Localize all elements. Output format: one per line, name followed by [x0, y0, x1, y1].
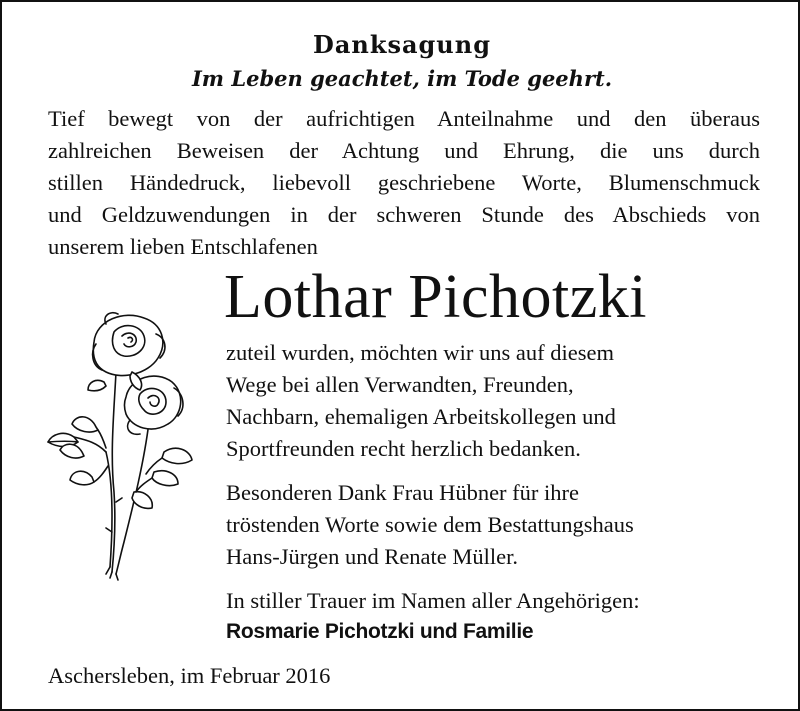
body-line: Hans-Jürgen und Renate Müller.: [226, 544, 519, 569]
body-line: Nachbarn, ehemaligen Arbeitskollegen und: [226, 404, 616, 429]
intro-line: Tief bewegt von der aufrichtigen Anteilnahme und den überaus: [48, 106, 760, 131]
place-date: Aschersleben, im Februar 2016: [48, 663, 331, 688]
notice-motto: Im Leben geachtet, im Tode geehrt.: [191, 66, 613, 91]
intro-line: und Geldzuwendungen in der schweren Stunde des Abschieds von: [48, 202, 760, 227]
rose-icon: [44, 302, 214, 582]
intro-line: zahlreichen Beweisen der Achtung und Ehrung, die uns durch: [48, 138, 760, 163]
notice-heading: Danksagung: [313, 30, 491, 59]
deceased-name: Lothar Pichotzki: [224, 263, 647, 331]
body-line: Sportfreunden recht herzlich bedanken.: [226, 436, 581, 461]
body-line: tröstenden Worte sowie dem Bestattungshaus: [226, 512, 634, 537]
intro-line: stillen Händedruck, liebevoll geschriebene Worte, Blumenschmuck: [48, 170, 760, 195]
body-line: Besonderen Dank Frau Hübner für ihre: [226, 480, 580, 505]
body-line: zuteil wurden, möchten wir uns auf diesem: [226, 340, 615, 365]
body-line: Wege bei allen Verwandten, Freunden,: [226, 372, 574, 397]
closing-line: In stiller Trauer im Namen aller Angehörigen:: [226, 588, 640, 613]
signatories: Rosmarie Pichotzki und Familie: [226, 620, 534, 643]
intro-line: unserem lieben Entschlafenen: [48, 234, 318, 259]
